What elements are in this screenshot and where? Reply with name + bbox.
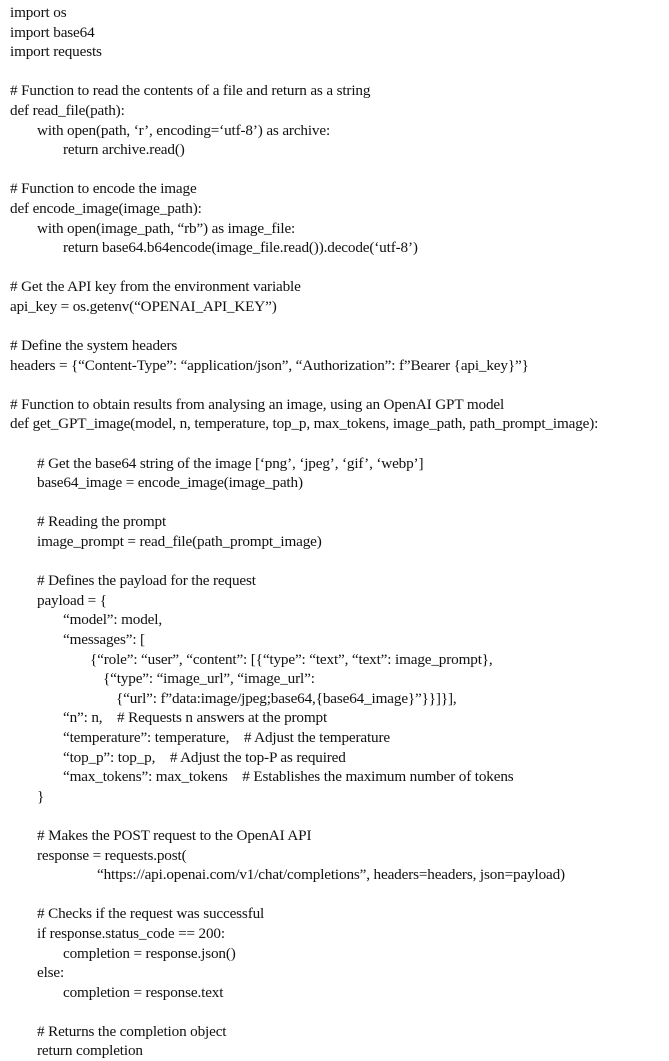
code-comment-line: # Function to obtain results from analysing an image, using an OpenAI GPT model	[10, 395, 505, 413]
return-statement: return base64.b64encode(image_file.read()).decode(‘utf-8’)	[63, 239, 418, 257]
code-line: “messages”: [	[63, 631, 145, 648]
code-line: {“type”: “image_url”, “image_url”:	[103, 670, 315, 688]
code-comment-line: # Returns the completion object	[37, 1022, 227, 1040]
code-line: }	[37, 787, 45, 805]
blank-line	[0, 806, 669, 826]
code-comment-line: # Function to read the contents of a file and return as a string	[10, 82, 371, 100]
blank-line	[0, 493, 669, 513]
return-statement: return completion	[37, 1042, 143, 1060]
code-line: else:	[37, 964, 65, 982]
code-listing	[0, 3, 669, 1061]
code-line: “https://api.openai.com/v1/chat/completions”, headers=headers, json=payload)	[97, 866, 565, 884]
code-line: api_key = os.getenv(“OPENAI_API_KEY”)	[10, 297, 277, 315]
code-comment-line: # Defines the payload for the request	[37, 572, 256, 590]
blank-line	[0, 375, 669, 395]
code-line: with open(path, ‘r’, encoding=‘utf-8’) as archive:	[37, 121, 331, 139]
code-line: “temperature”: temperature, # Adjust the temperature	[63, 728, 390, 746]
import-statement: import requests	[10, 43, 102, 61]
code-line: payload = {	[37, 591, 107, 609]
code-comment-line: # Get the API key from the environment variable	[10, 278, 301, 296]
code-comment-line: # Makes the POST request to the OpenAI API	[37, 826, 312, 844]
code-comment-line: # Reading the prompt	[37, 513, 167, 531]
blank-line	[0, 258, 669, 278]
function-definition: def read_file(path):	[10, 101, 125, 119]
function-definition: def get_GPT_image(model, n, temperature, top_p, max_tokens, image_path, path_prompt_image):	[10, 415, 599, 433]
code-line: {“url”: f”data:image/jpeg;base64,{base64_image}”}}]}],	[116, 689, 457, 707]
code-line: “max_tokens”: max_tokens # Establishes the maximum number of tokens	[63, 768, 514, 786]
import-statement: import base64	[10, 23, 95, 41]
code-comment-line: # Function to encode the image	[10, 180, 197, 198]
code-line: with open(image_path, “rb”) as image_file:	[37, 219, 296, 237]
blank-line	[0, 317, 669, 337]
code-line: completion = response.text	[63, 983, 224, 1001]
import-statement: import os	[10, 4, 67, 21]
code-comment-line: # Define the system headers	[10, 337, 178, 355]
blank-line	[0, 1002, 669, 1022]
function-definition: def encode_image(image_path):	[10, 199, 202, 217]
code-comment-line: # Checks if the request was successful	[37, 905, 265, 923]
code-line: completion = response.json()	[63, 944, 236, 962]
code-line: “model”: model,	[63, 611, 162, 629]
blank-line	[0, 62, 669, 82]
code-line: “n”: n, # Requests n answers at the prompt	[63, 709, 328, 727]
blank-line	[0, 885, 669, 905]
code-line: response = requests.post(	[37, 846, 187, 864]
blank-line	[0, 160, 669, 180]
code-comment-line: # Get the base64 string of the image [‘png’, ‘jpeg’, ‘gif’, ‘webp’]	[37, 454, 424, 472]
return-statement: return archive.read()	[63, 141, 185, 159]
code-line: {“role”: “user”, “content”: [{“type”: “text”, “text”: image_prompt},	[90, 650, 493, 668]
code-line: image_prompt = read_file(path_prompt_image)	[37, 533, 322, 551]
code-line: if response.status_code == 200:	[37, 924, 225, 942]
code-line: headers = {“Content-Type”: “application/json”, “Authorization”: f”Bearer {api_key}”}	[10, 356, 529, 374]
code-line: “top_p”: top_p, # Adjust the top-P as required	[63, 748, 346, 766]
code-line: base64_image = encode_image(image_path)	[37, 474, 303, 492]
blank-line	[0, 434, 669, 454]
blank-line	[0, 552, 669, 572]
